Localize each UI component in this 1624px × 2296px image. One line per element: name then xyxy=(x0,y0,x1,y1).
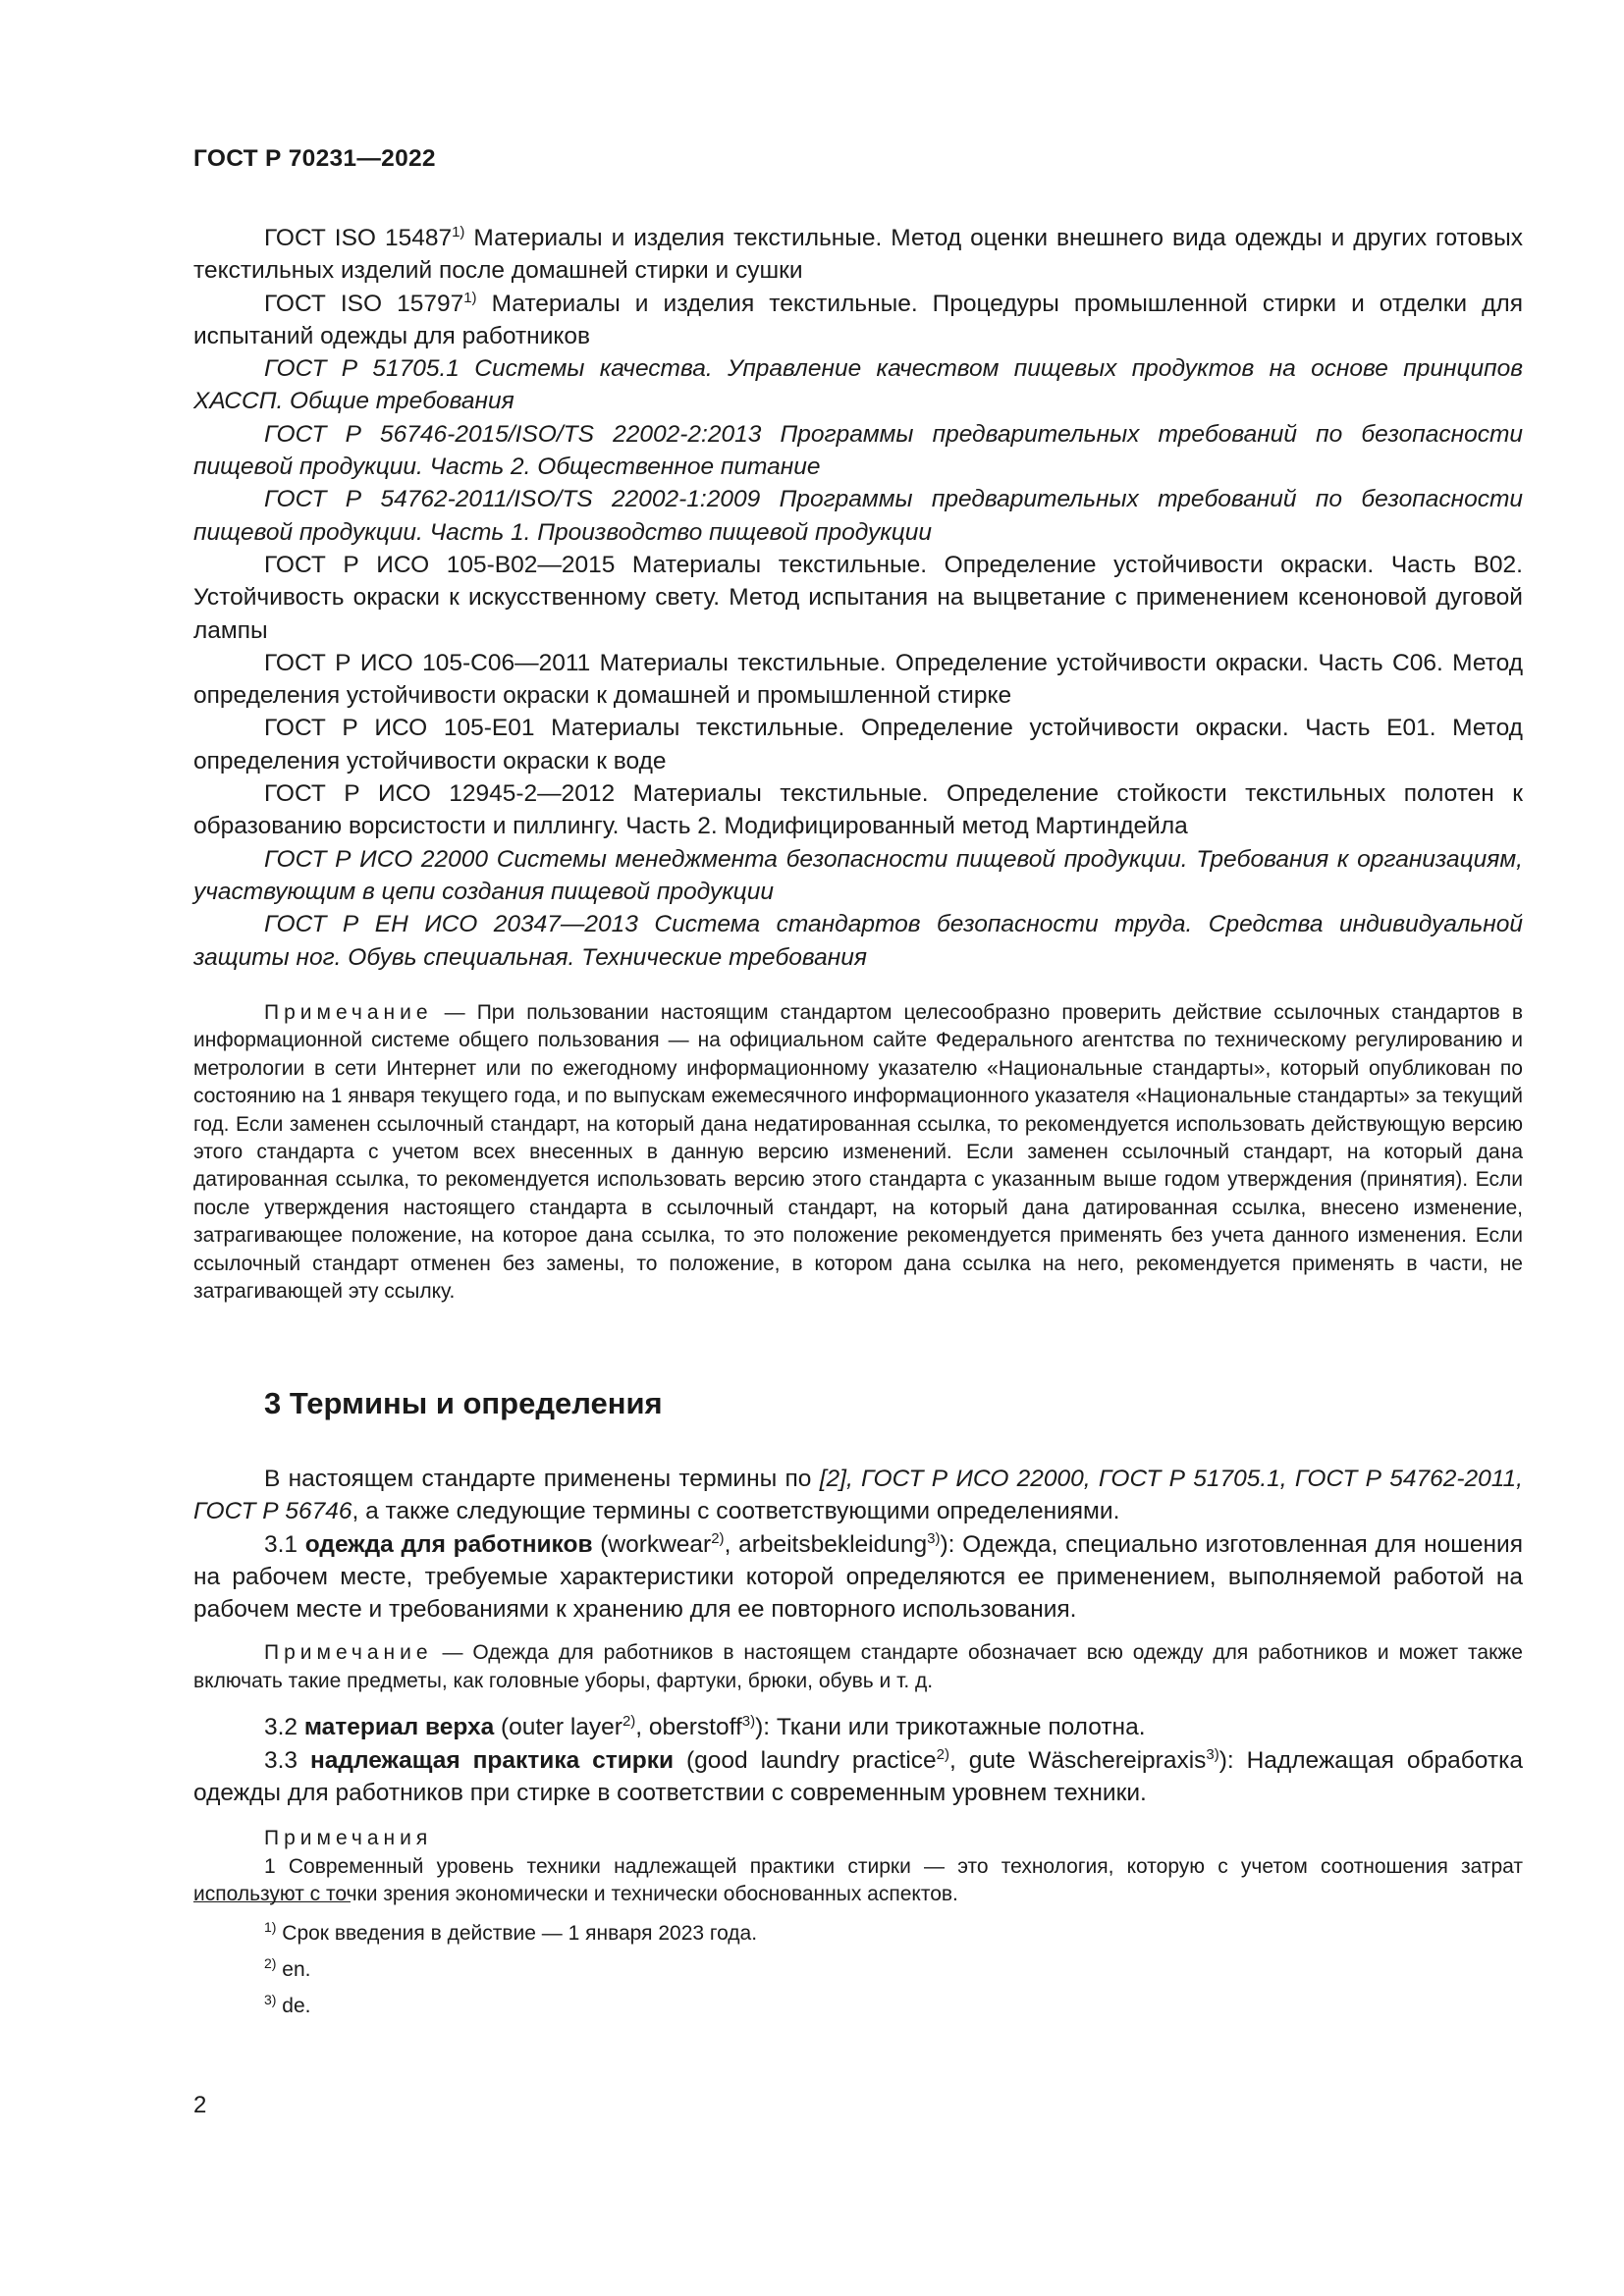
intro-text: В настоящем стандарте применены термины по xyxy=(264,1466,820,1492)
note-label: Примечание xyxy=(264,1001,433,1024)
term-en: (good laundry practice xyxy=(674,1746,937,1774)
footnote-mark: 3) xyxy=(927,1529,941,1547)
term-number: 3.3 xyxy=(264,1746,310,1774)
term-3-1 xyxy=(193,1528,1523,1627)
term-note xyxy=(193,1639,1523,1695)
reference-item xyxy=(193,352,1523,418)
term-en: (workwear xyxy=(592,1530,712,1558)
footnote-separator xyxy=(193,1901,351,1902)
document-header: ГОСТ Р 70231—2022 xyxy=(193,145,436,172)
footnote-1 xyxy=(264,1920,757,1948)
normative-references-list xyxy=(193,222,1523,974)
footnote-mark: 1) xyxy=(463,289,477,306)
intro-text-end: , а также следующие термины с соответствующими определениями. xyxy=(352,1498,1120,1525)
reference-item xyxy=(193,777,1523,843)
reference-code: ГОСТ Р 56746-2015/ISO/TS 22002-2:2013 xyxy=(264,420,762,448)
note-label: Примечание xyxy=(264,1641,433,1665)
reference-item xyxy=(193,843,1523,909)
footnote-text: de. xyxy=(276,1995,311,2017)
footnote-text: Срок введения в действие — 1 января 2023 года. xyxy=(276,1922,758,1945)
footnote-mark: 1) xyxy=(264,1919,277,1935)
footnote-mark: 2) xyxy=(264,1955,277,1971)
term-3-2 xyxy=(193,1711,1523,1743)
reference-title: Материалы текстильные. Определение устойчивости окраски. Часть В02. Устойчивость окраски к искусственному свету. Метод испытания на выцветание с применением ксеноновой дуговой лампы xyxy=(193,551,1523,644)
term-definition: ): Ткани или трикотажные полотна. xyxy=(755,1714,1146,1741)
reference-item xyxy=(193,418,1523,484)
reference-code: ГОСТ Р 54762-2011/ISO/TS 22002-1:2009 xyxy=(264,486,761,513)
footnote-mark: 1) xyxy=(452,224,465,240)
footnote-mark: 3) xyxy=(741,1713,756,1731)
reference-code: ГОСТ ISO 15797 xyxy=(264,290,464,317)
reference-title: Материалы текстильные. Определение стойкости текстильных полотен к образованию ворсистости и пиллингу. Часть 2. Модифицированный метод Мартиндейла xyxy=(193,780,1523,840)
section-body xyxy=(193,1463,1523,1908)
reference-item xyxy=(193,288,1523,353)
term-definition: ): Надлежащая обработка одежды для работников при стирке в соответствии с современным уровнем техники. xyxy=(193,1746,1523,1806)
footnote-mark: 2) xyxy=(936,1745,949,1763)
notes-heading xyxy=(193,1825,1523,1852)
note-item-1: 1 Современный уровень техники надлежащей практики стирки — это технология, которую с учетом соотношения затрат используют с точки зрения экономически и технически обоснованных аспектов. xyxy=(193,1854,1523,1905)
reference-title: Программы предварительных требований по безопасности пищевой продукции. Часть 1. Производство пищевой продукции xyxy=(193,486,1524,546)
footnotes xyxy=(264,1920,757,2029)
reference-code: ГОСТ Р ИСО 105-С06—2011 xyxy=(264,649,591,676)
reference-title: Материалы текстильные. Определение устойчивости окраски. Часть С06. Метод определения устойчивости окраски к домашней и промышленной стирке xyxy=(193,649,1524,710)
term-name: надлежащая практика стирки xyxy=(309,1746,675,1774)
references-note xyxy=(193,999,1523,1306)
reference-item xyxy=(193,647,1523,713)
reference-title: Система стандартов безопасности труда. Средства индивидуальной защиты ног. Обувь специальная. Технические требования xyxy=(193,911,1524,971)
term-name: одежда для работников xyxy=(304,1530,593,1558)
section-title: 3 Термины и определения xyxy=(264,1386,663,1420)
term-name: материал верха xyxy=(303,1714,495,1741)
footnote-mark: 2) xyxy=(711,1529,725,1547)
intro-references: [2], ГОСТ Р ИСО 22000, ГОСТ Р 51705.1, ГОСТ Р 54762-2011, ГОСТ Р 56746 xyxy=(193,1466,1523,1525)
reference-title: Материалы текстильные. Определение устойчивости окраски. Часть Е01. Метод определения устойчивости окраски к воде xyxy=(193,715,1523,774)
reference-item xyxy=(193,222,1523,288)
footnote-3 xyxy=(264,1993,757,2020)
term-definition: ): Одежда, специально изготовленная для ношения на рабочем месте, требуемые характеристики которой определяются ее применением, выполняемой работой на рабочем месте и требованиями к хранению для ее повторного использования. xyxy=(193,1530,1523,1624)
footnote-text: en. xyxy=(276,1958,311,1981)
note-text: — При пользовании настоящим стандартом целесообразно проверить действие ссылочных стандартов в информационной системе общего пользования — на официальном сайте Федерального агентства по техническому регулированию и метрологии в сети Интернет или по ежегодному информационному указателю «Национальные стандарты», который опубликован по состоянию на 1 января текущего года, и по выпускам ежемесячного информационного указателя «Национальные стандарты» за текущий год. Если заменен ссылочный стандарт, на который дана недатированная ссылка, то рекомендуется использовать действующую версию этого стандарта с учетом всех внесенных в данную версию изменений. Если заменен ссылочный стандарт, на который дана датированная ссылка, то рекомендуется использовать версию этого стандарта с указанным выше годом утверждения (принятия). Если после утверждения настоящего стандарта в ссылочный стандарт, на который дана датированная ссылка, внесено изменение, затрагивающее положение, на которое дана ссылка, то это положение рекомендуется применять без учета данного изменения. Если ссылочный стандарт отменен без замены, то положение, в котором дана ссылка на него, рекомендуется применять в части, не затрагивающей эту ссылку. xyxy=(193,1001,1523,1304)
notes-label: Примечания xyxy=(264,1827,433,1850)
reference-code: ГОСТ Р 51705.1 xyxy=(264,355,460,383)
reference-code: ГОСТ Р ИСО 22000 xyxy=(264,845,488,873)
reference-item xyxy=(193,908,1523,974)
page-number: 2 xyxy=(193,2092,207,2118)
reference-title: Материалы и изделия текстильные. Метод оценки внешнего вида одежды и других готовых текстильных изделий после домашней стирки и сушки xyxy=(193,225,1523,285)
footnote-mark: 3) xyxy=(264,1992,277,2007)
term-de: , oberstoff xyxy=(635,1714,742,1741)
footnote-mark: 2) xyxy=(622,1713,636,1731)
reference-item xyxy=(193,712,1523,777)
reference-item xyxy=(193,549,1523,647)
reference-code: ГОСТ Р ЕН ИСО 20347—2013 xyxy=(264,911,638,938)
reference-title: Системы менеджмента безопасности пищевой продукции. Требования к организациям, участвующим в цепи создания пищевой продукции xyxy=(193,845,1523,905)
reference-title: Материалы и изделия текстильные. Процедуры промышленной стирки и отделки для испытаний одежды для работников xyxy=(193,290,1523,349)
term-number: 3.2 xyxy=(264,1714,304,1741)
term-en: (outer layer xyxy=(494,1714,623,1741)
reference-title: Системы качества. Управление качеством пищевых продуктов на основе принципов ХАССП. Общие требования xyxy=(193,355,1523,415)
reference-item xyxy=(193,483,1523,549)
section-intro xyxy=(193,1463,1523,1528)
note-text: — Одежда для работников в настоящем стандарте обозначает всю одежду для работников и может также включать такие предметы, как головные уборы, фартуки, брюки, обувь и т. д. xyxy=(193,1641,1523,1692)
reference-code: ГОСТ ISO 15487 xyxy=(264,225,453,251)
footnote-mark: 3) xyxy=(1206,1745,1219,1763)
term-3-3 xyxy=(193,1744,1523,1810)
term-de: , gute Wäschereipraxis xyxy=(948,1746,1207,1774)
note-paragraph xyxy=(193,999,1523,1306)
reference-title: Программы предварительных требований по безопасности пищевой продукции. Часть 2. Общественное питание xyxy=(193,420,1523,481)
term-de: , arbeitsbekleidung xyxy=(724,1530,928,1558)
footnote-2 xyxy=(264,1956,757,1984)
reference-code: ГОСТ Р ИСО 105-Е01 xyxy=(264,715,535,742)
reference-code: ГОСТ Р ИСО 12945-2—2012 xyxy=(264,780,616,808)
reference-code: ГОСТ Р ИСО 105-В02—2015 xyxy=(264,551,616,578)
term-number: 3.1 xyxy=(264,1530,305,1558)
